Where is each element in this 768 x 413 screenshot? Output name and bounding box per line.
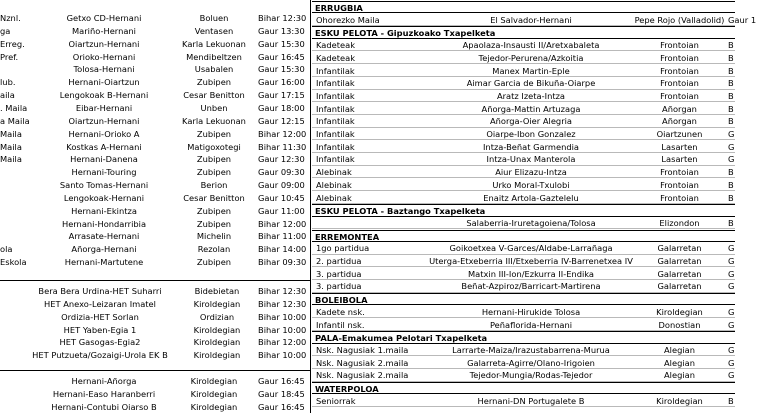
table-row xyxy=(312,369,735,381)
table-cell: Añorgan xyxy=(662,103,697,114)
table-cell: Kadeteak xyxy=(316,52,355,63)
table-cell: Peñaflorida-Hernani xyxy=(489,319,573,330)
table-cell: 2. partidua xyxy=(316,256,362,266)
table-row xyxy=(312,217,735,229)
table-cell: Frontoian xyxy=(660,179,699,190)
table-cell: Ordizia-HET Sorlan xyxy=(61,311,139,322)
table-cell: B xyxy=(728,90,734,101)
section-title: ESKU PELOTA - Gipuzkoako Txapelketa xyxy=(315,28,496,39)
section-divider xyxy=(0,280,310,281)
table-row xyxy=(312,153,735,165)
table-cell: ola xyxy=(0,244,13,255)
table-cell: Mendibeltzen xyxy=(186,51,242,62)
table-row xyxy=(312,90,735,102)
table-cell: Zubipen xyxy=(196,167,232,178)
table-cell: Gaur 11:00 xyxy=(258,205,305,216)
table-cell: Zubipen xyxy=(196,77,232,88)
table-cell: Frontoian xyxy=(660,167,699,178)
table-row xyxy=(312,103,735,115)
table-cell: Hernani-DN Portugalete B xyxy=(477,395,585,406)
table-cell: Alebinak xyxy=(316,192,352,203)
table-cell: Zubipen xyxy=(196,128,232,139)
table-cell: Alegian xyxy=(664,370,695,381)
table-cell: G xyxy=(728,268,735,279)
table-cell: Gaur 16:45 xyxy=(258,376,305,386)
table-cell: ga xyxy=(0,25,11,36)
table-row xyxy=(312,395,735,407)
table-cell: Gaur 16:45 xyxy=(258,401,305,412)
table-row xyxy=(312,242,735,254)
table-cell: 1go partidua xyxy=(316,243,370,254)
table-cell: 3. partidua xyxy=(316,268,362,279)
table-cell: Larrarte-Maiza/Irazustabarrena-Murua xyxy=(452,344,610,355)
table-cell: Hernani-Danena xyxy=(70,154,138,165)
table-cell: B xyxy=(728,78,734,89)
section-title: ERREMONTEA xyxy=(315,231,380,242)
table-cell: Bihar 09:30 xyxy=(258,257,307,268)
table-cell: Kadete nsk. xyxy=(316,306,365,317)
table-cell: Aratz Izeta-Intza xyxy=(496,90,566,101)
table-cell: Enaitz Artola-Gaztelelu xyxy=(483,192,579,203)
table-cell: Galarreta-Agirre/Olano-Irigoien xyxy=(467,357,595,368)
table-cell: Uterga-Etxeberria III/Etxeberria IV-Barrenetxea IV xyxy=(429,256,633,266)
table-cell: Gaur 18:45 xyxy=(258,388,305,399)
section-divider xyxy=(0,370,310,371)
table-cell: Elizondon xyxy=(659,217,700,228)
table-cell: Kiroldegian xyxy=(190,376,238,386)
table-cell: Getxo CD-Hernani xyxy=(66,13,142,23)
table-cell: Infantilak xyxy=(316,90,355,101)
table-cell: Boluen xyxy=(199,13,229,23)
table-cell: Hernani-Martutene xyxy=(64,257,144,268)
table-cell: Hernani-Contubi Oiarso B xyxy=(51,401,157,412)
table-cell: Kiroldegian xyxy=(193,324,241,335)
table-cell: Kiroldegian xyxy=(193,298,241,309)
table-cell: Gaur 16:00 xyxy=(258,77,305,88)
table-cell: Frontoian xyxy=(660,192,699,203)
table-cell: Galarretan xyxy=(657,243,702,254)
table-cell: Gaur 09:00 xyxy=(258,180,305,191)
table-cell: Aiur Elizazu-Intza xyxy=(495,167,567,178)
table-row xyxy=(312,115,735,127)
table-cell: Bihar 10:00 xyxy=(258,311,307,322)
table-cell: Salaberria-Iruretagoiena/Tolosa xyxy=(466,217,596,228)
table-row xyxy=(312,14,757,26)
table-cell: Rezolan xyxy=(197,244,231,255)
table-cell: Infantilak xyxy=(316,103,355,114)
table-cell: Nsk. Nagusiak 2.maila xyxy=(316,357,409,368)
table-cell: B xyxy=(728,40,734,51)
table-cell: Kiroldegian xyxy=(193,337,241,348)
table-cell: G xyxy=(728,306,735,317)
table-cell: Alebinak xyxy=(316,179,352,190)
table-cell: B xyxy=(728,116,734,127)
table-cell: Hernani-Hirukide Tolosa xyxy=(481,306,581,317)
table-cell: Eskola xyxy=(0,257,27,268)
right-schedule-panel xyxy=(312,0,757,413)
table-cell: Lasarten xyxy=(661,154,698,165)
table-row xyxy=(312,39,735,51)
column-divider xyxy=(310,0,311,413)
table-cell: Bihar 10:00 xyxy=(258,324,307,335)
table-row xyxy=(312,344,735,356)
table-cell: G xyxy=(728,357,735,368)
table-cell: Lasarten xyxy=(661,141,698,152)
table-row xyxy=(312,166,735,178)
table-cell: Bera Bera Urdina-HET Suharri xyxy=(38,286,162,296)
table-cell: G xyxy=(728,281,735,292)
table-row xyxy=(312,255,735,267)
section-title: BOLEIBOLA xyxy=(315,295,368,306)
section-header xyxy=(312,230,735,242)
table-cell: Zubipen xyxy=(196,218,232,229)
table-row xyxy=(312,141,735,153)
table-cell: B xyxy=(728,192,734,203)
table-cell: G xyxy=(728,154,735,165)
table-cell: Nsk. Nagusiak 2.maila xyxy=(316,370,409,381)
table-cell: Mariño-Hernani xyxy=(72,25,136,36)
table-cell: Añorga-Hernani xyxy=(71,244,137,255)
table-cell: Unben xyxy=(200,102,228,113)
table-row xyxy=(312,77,735,89)
table-cell: Manex Martin-Eple xyxy=(492,65,570,76)
table-cell: lub. xyxy=(0,77,16,88)
table-cell: Cesar Benitton xyxy=(183,192,245,203)
table-cell: Gaur 18:00 xyxy=(258,102,305,113)
table-cell: Apaolaza-Insausti II/Aretxabaleta xyxy=(462,40,600,51)
table-cell: G xyxy=(728,243,735,254)
table-cell: Frontoian xyxy=(660,65,699,76)
table-cell: Nsk. Nagusiak 1.maila xyxy=(316,344,409,355)
table-row xyxy=(312,306,735,318)
table-cell: Beñat-Azpiroz/Barricart-Martirena xyxy=(461,281,601,292)
table-cell: Bihar 10:00 xyxy=(258,350,307,361)
table-row xyxy=(312,65,735,77)
table-cell: Gaur 15:30 xyxy=(258,64,305,75)
table-cell: Kostkas A-Hernani xyxy=(66,141,142,152)
section-header xyxy=(312,1,735,13)
table-cell: Kiroldegian xyxy=(190,388,238,399)
table-cell: Bihar 12:00 xyxy=(258,218,307,229)
table-cell: Santo Tomas-Hernani xyxy=(59,180,149,191)
table-cell: Pref. xyxy=(0,51,19,62)
table-cell: Infantilak xyxy=(316,78,355,89)
table-cell: Hernani-Touring xyxy=(71,167,137,178)
table-cell: Oiartzunen xyxy=(656,129,703,139)
table-cell: Ordizian xyxy=(199,311,235,322)
table-cell: Galarretan xyxy=(657,281,702,292)
table-cell: Tejedor-Mungia/Rodas-Tejedor xyxy=(469,370,593,381)
table-cell: Bihar 12:00 xyxy=(258,337,307,348)
table-cell: Gaur 12:30 xyxy=(258,154,305,165)
table-cell: G xyxy=(728,129,735,139)
table-cell: Lengokoak-Hernani xyxy=(63,192,145,203)
table-cell: Maila xyxy=(0,154,22,165)
table-cell: Bihar 12:30 xyxy=(258,13,307,23)
table-cell: Intza-Beñat Garmendia xyxy=(482,141,579,152)
table-cell: Infantilak xyxy=(316,116,355,127)
table-cell: Añorga-Oier Alegria xyxy=(490,116,572,127)
table-cell: G xyxy=(728,370,735,381)
table-cell: Frontoian xyxy=(660,40,699,51)
table-cell: Orioko-Hernani xyxy=(72,51,136,62)
table-cell: Urko Moral-Txulobi xyxy=(492,179,570,190)
table-cell: Oiartzun-Hernani xyxy=(68,38,140,49)
table-cell: Hernani-Hondarribia xyxy=(61,218,147,229)
table-cell: Galarretan xyxy=(657,256,702,266)
table-cell: Tejedor-Perurena/Azkoitia xyxy=(478,52,584,63)
table-cell: Hernani-Orioko A xyxy=(68,128,140,139)
table-cell: Usabalen xyxy=(194,64,234,75)
table-cell: Aimar Garcia de Bikuña-Oiarpe xyxy=(466,78,596,89)
table-cell: Bihar 11:00 xyxy=(258,231,307,242)
table-cell: Infantilak xyxy=(316,129,355,139)
table-cell: Zubipen xyxy=(196,257,232,268)
table-cell: aila xyxy=(0,90,15,101)
table-cell: Galarretan xyxy=(657,268,702,279)
table-cell: 3. partidua xyxy=(316,281,362,292)
table-cell: Infantilak xyxy=(316,154,355,165)
table-cell: G xyxy=(728,344,735,355)
table-cell: . Maila xyxy=(0,102,28,113)
section-header xyxy=(312,204,735,216)
table-cell: Lengokoak B-Hernani xyxy=(59,90,149,101)
table-cell: Zubipen xyxy=(196,205,232,216)
table-cell: Gaur 12:15 xyxy=(258,115,305,126)
table-cell: B xyxy=(728,179,734,190)
table-cell: Alebinak xyxy=(316,167,352,178)
section-header xyxy=(312,382,735,394)
table-cell: Ventasen xyxy=(194,25,234,36)
table-row xyxy=(312,280,735,292)
table-cell: Bihar 11:30 xyxy=(258,141,307,152)
table-row xyxy=(312,128,735,140)
table-cell: Bihar 12:30 xyxy=(258,286,307,296)
table-cell: Hernani-Oiartzun xyxy=(68,77,140,88)
table-cell: G xyxy=(728,319,735,330)
table-cell: HET Putzueta/Gozaigi-Urola EK B xyxy=(32,350,168,361)
table-cell: Maila xyxy=(0,128,22,139)
table-cell: Bihar 12:30 xyxy=(258,298,307,309)
table-cell: Nznl. xyxy=(0,13,21,23)
table-cell: Infantilak xyxy=(316,141,355,152)
table-row xyxy=(312,52,735,64)
table-row xyxy=(312,192,735,204)
table-cell: B xyxy=(728,395,734,406)
section-header xyxy=(312,331,735,343)
section-header xyxy=(312,293,735,305)
table-cell: a Maila xyxy=(0,115,30,126)
table-cell: Frontoian xyxy=(660,78,699,89)
table-cell: B xyxy=(728,167,734,178)
table-cell: Karla Lekuonan xyxy=(182,38,246,49)
section-title: PALA-Emakumea Pelotari Txapelketa xyxy=(315,333,488,344)
table-cell: Infantil nsk. xyxy=(316,319,365,330)
table-cell: Matxin III-Ion/Ezkurra II-Endika xyxy=(467,268,595,279)
table-cell: Frontoian xyxy=(660,52,699,63)
section-title: ERRUGBIA xyxy=(315,3,363,13)
table-cell: Gaur 09:30 xyxy=(258,167,305,178)
table-cell: Cesar Benitton xyxy=(183,90,245,101)
table-cell: Bidebietan xyxy=(194,286,240,296)
table-row xyxy=(312,357,735,369)
table-cell: Hernani-Ekintza xyxy=(71,205,137,216)
table-row xyxy=(312,179,735,191)
table-cell: Goikoetxea V-Garces/Aldabe-Larrañaga xyxy=(449,243,613,254)
table-cell: Kiroldegian xyxy=(190,401,238,412)
table-cell: Tolosa-Hernani xyxy=(73,64,135,75)
table-cell: Hernani-Easo Haranberri xyxy=(52,388,156,399)
table-cell: Alegian xyxy=(664,344,695,355)
table-cell: Gaur 10:45 xyxy=(258,192,305,203)
table-cell: Bihar 12:00 xyxy=(258,128,307,139)
section-header xyxy=(312,26,735,38)
table-cell: B xyxy=(728,52,734,63)
table-cell: Maila xyxy=(0,141,22,152)
table-cell: Seniorrak xyxy=(316,395,356,406)
table-cell: Infantilak xyxy=(316,65,355,76)
table-cell: B xyxy=(728,65,734,76)
table-cell: Kadeteak xyxy=(316,40,355,51)
table-cell: Pepe Rojo (Valladolid) xyxy=(634,14,725,25)
table-cell: Ohorezko Maila xyxy=(316,14,380,25)
table-cell: Michelin xyxy=(196,231,232,242)
table-cell: Oiarpe-Ibon Gonzalez xyxy=(486,129,576,139)
table-cell: Bihar 14:00 xyxy=(258,244,307,255)
table-cell: Kiroldegian xyxy=(656,395,703,406)
table-cell: Erreg. xyxy=(0,38,25,49)
table-cell: Donostian xyxy=(658,319,701,330)
table-cell: El Salvador-Hernani xyxy=(490,14,572,25)
table-cell: B xyxy=(728,103,734,114)
table-cell: HET Gasogas-Egia2 xyxy=(59,337,141,348)
table-cell: Intza-Unax Manterola xyxy=(486,154,576,165)
table-row xyxy=(312,319,735,331)
table-cell: Kiroldegian xyxy=(656,306,703,317)
table-cell: Eibar-Hernani xyxy=(75,102,133,113)
table-cell: G xyxy=(728,141,735,152)
section-title: ESKU PELOTA - Baztango Txapelketa xyxy=(315,206,486,217)
table-cell: Gaur 15:30 xyxy=(258,38,305,49)
table-cell: Frontoian xyxy=(660,90,699,101)
table-cell: Hernani-Añorga xyxy=(71,376,137,386)
table-cell: Gaur 13:30 xyxy=(258,25,305,36)
section-title: WATERPOLOA xyxy=(315,384,379,394)
table-cell: Arrasate-Hernani xyxy=(68,231,140,242)
table-cell: Añorga-Mattin Artuzaga xyxy=(481,103,581,114)
table-cell: Añorgan xyxy=(662,116,697,127)
table-cell: Alegian xyxy=(664,357,695,368)
table-cell: Berion xyxy=(200,180,228,191)
table-cell: Karla Lekuonan xyxy=(182,115,246,126)
table-cell: Oiartzun-Hernani xyxy=(68,115,140,126)
table-cell: HET Anexo-Leizaran Imatel xyxy=(44,298,156,309)
table-cell: B xyxy=(728,217,734,228)
table-cell: Matigoxotegi xyxy=(187,141,241,152)
table-cell: G xyxy=(728,256,735,266)
table-row xyxy=(312,268,735,280)
table-cell: HET Yaben-Egia 1 xyxy=(63,324,137,335)
left-schedule-panel xyxy=(0,0,310,413)
table-cell: Gaur 17:15 xyxy=(258,90,305,101)
table-cell: Kiroldegian xyxy=(193,350,241,361)
table-cell: Gaur 16:45 xyxy=(258,51,305,62)
table-cell: Gaur 1 xyxy=(728,14,757,25)
table-cell: Zubipen xyxy=(196,154,232,165)
